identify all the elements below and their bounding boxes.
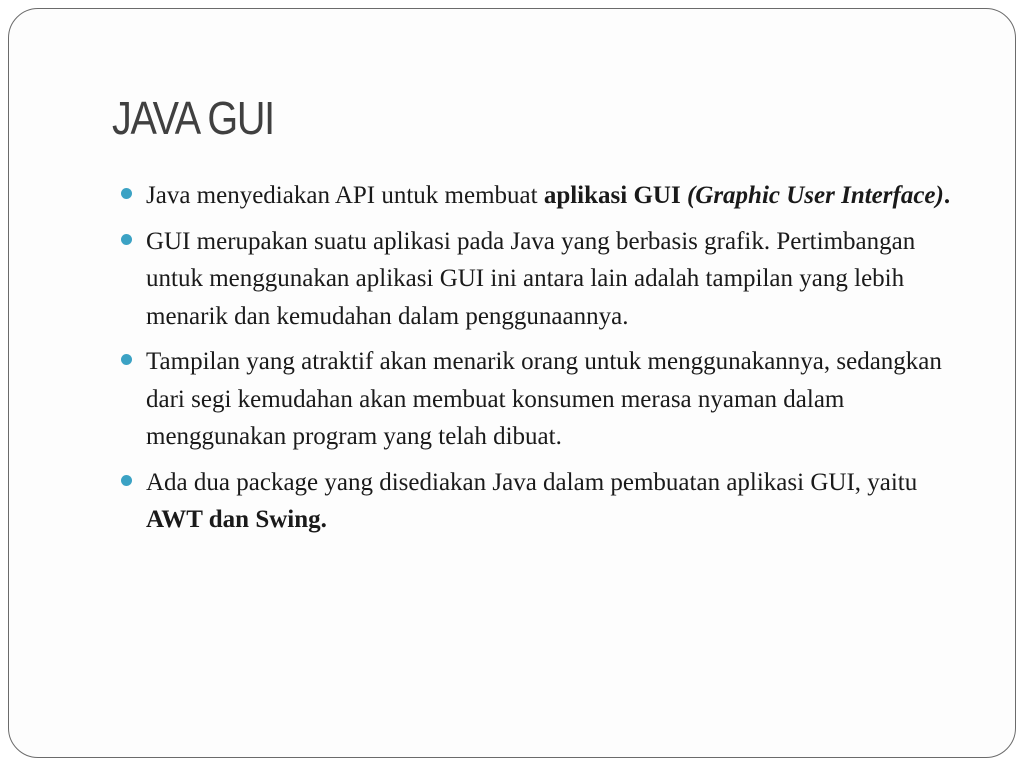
- bullet-item-1: [121, 177, 957, 215]
- bullet-1-bold-term: aplikasi GUI: [543, 182, 681, 209]
- bullet-1-period: .: [943, 182, 951, 209]
- bullet-2-text: GUI merupakan suatu aplikasi pada Java yang berbasis grafik. Pertimbangan untuk menggunakan aplikasi GUI ini antara lain adalah tampilan yang lebih menarik dan kemudahan dalam penggunaannya.: [146, 227, 916, 330]
- bullet-1-text: Java menyediakan API untuk membuat: [146, 182, 544, 209]
- bullet-1-italic-term: (Graphic User Interface): [686, 182, 944, 209]
- bullet-item-3: [121, 343, 957, 456]
- slide: [8, 8, 1016, 758]
- bullet-4-bold-term: AWT dan Swing.: [146, 506, 327, 533]
- bullet-item-2: [121, 223, 957, 336]
- bullet-3-text: Tampilan yang atraktif akan menarik orang untuk menggunakannya, sedangkan dari segi kemudahan akan membuat konsumen merasa nyaman dalam menggunakan program yang telah dibuat.: [146, 348, 942, 450]
- bullet-dot-icon: [121, 234, 132, 245]
- bullet-list: [121, 177, 957, 547]
- bullet-4-text: Ada dua package yang disediakan Java dalam pembuatan aplikasi GUI, yaitu: [146, 468, 918, 496]
- bullet-dot-icon: [121, 188, 132, 199]
- slide-title: JAVA GUI: [112, 92, 274, 144]
- bullet-item-4: [121, 464, 957, 539]
- bullet-dot-icon: [121, 354, 132, 365]
- bullet-dot-icon: [121, 475, 132, 486]
